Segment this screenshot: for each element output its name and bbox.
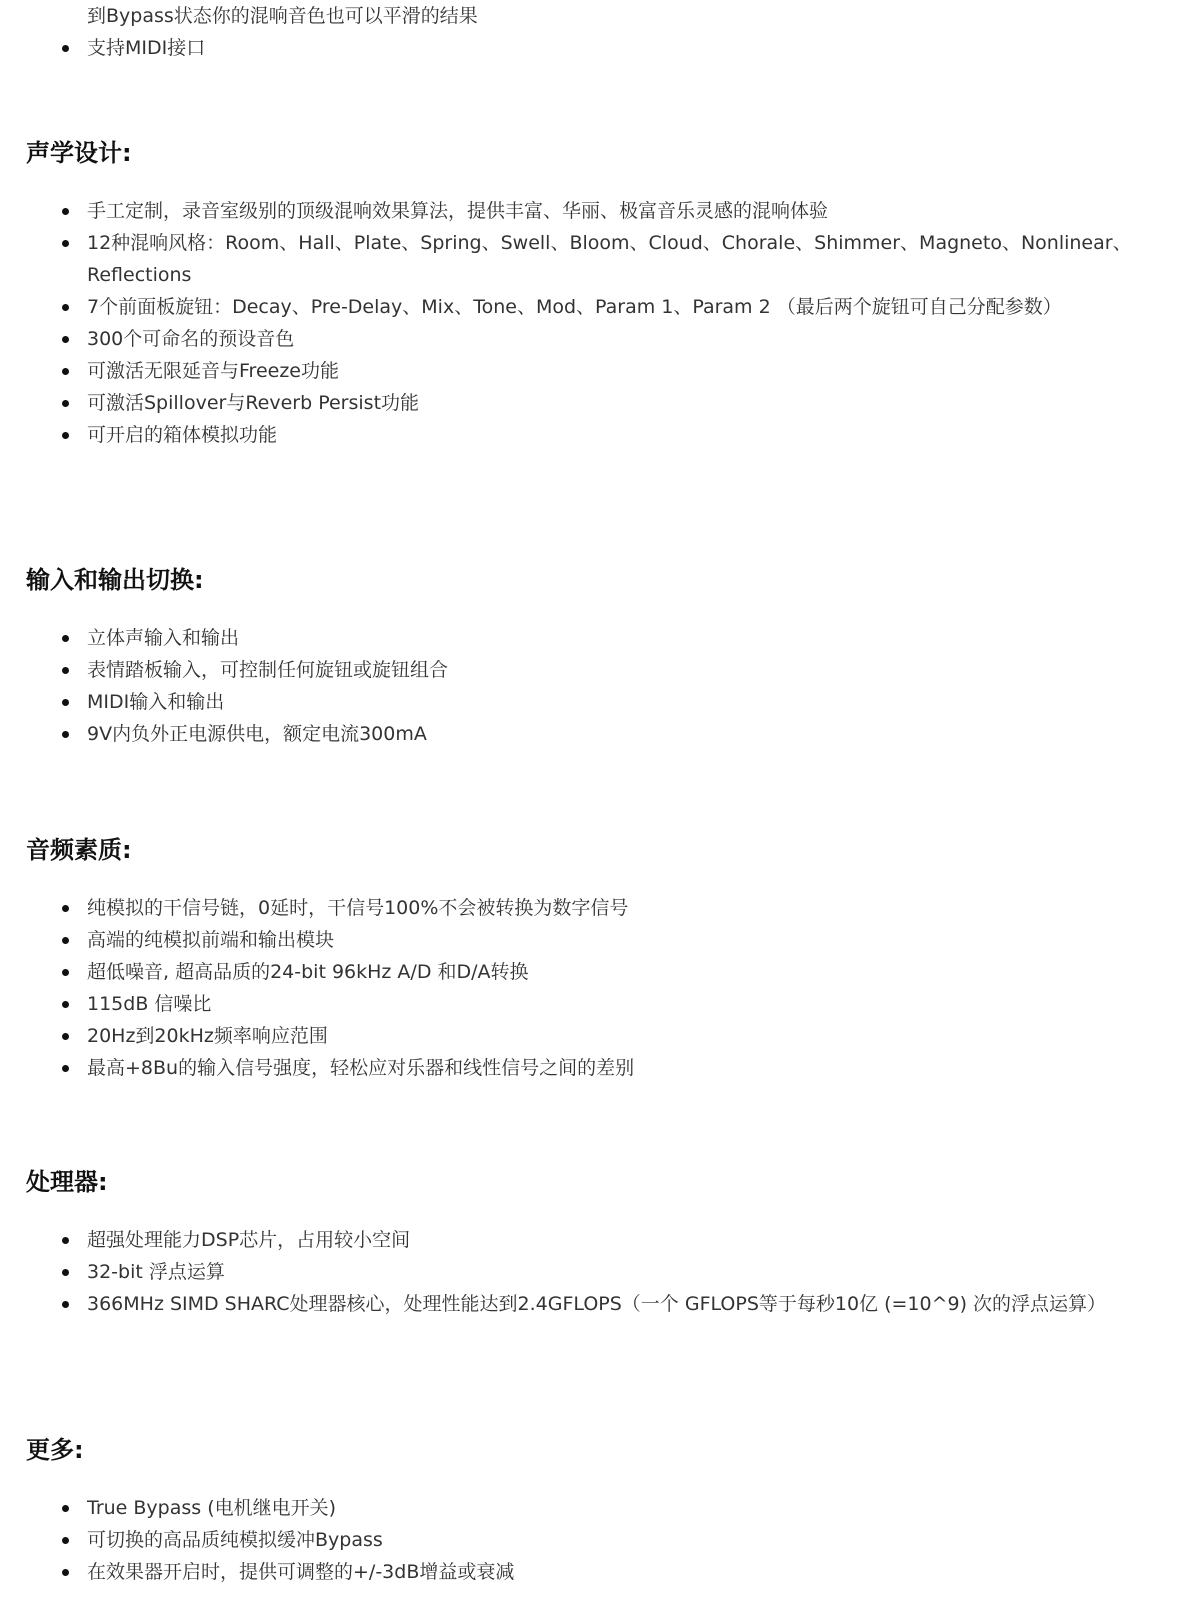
list-item: 表情踏板输入，可控制任何旋钮或旋钮组合 xyxy=(0,654,1132,686)
list-item: 300个可命名的预设音色 xyxy=(0,323,1132,355)
list-item: 立体声输入和输出 xyxy=(0,622,1132,654)
list-item: 7个前面板旋钮：Decay、Pre-Delay、Mix、Tone、Mod、Param 1、Param 2 （最后两个旋钮可自己分配参数） xyxy=(0,291,1132,323)
list-item: 可切换的高品质纯模拟缓冲Bypass xyxy=(0,1524,1132,1556)
list-item: 9V内负外正电源供电，额定电流300mA xyxy=(0,718,1132,750)
list-item: 支持MIDI接口 xyxy=(0,32,1132,64)
list-item: 可激活无限延音与Freeze功能 xyxy=(0,355,1132,387)
section-heading: 输入和输出切换: xyxy=(26,566,204,594)
list-item: True Bypass (电机继电开关) xyxy=(0,1492,1132,1524)
list-item: 12种混响风格：Room、Hall、Plate、Spring、Swell、Bloom、Cloud、Chorale、Shimmer、Magneto、Nonlinear、Reflections xyxy=(0,227,1132,291)
list-item: 115dB 信噪比 xyxy=(0,988,1132,1020)
list-item: 32-bit 浮点运算 xyxy=(0,1256,1132,1288)
list-item: 超低噪音, 超高品质的24-bit 96kHz A/D 和D/A转换 xyxy=(0,956,1132,988)
feature-list xyxy=(0,622,1200,750)
list-item: 最高+8Bu的输入信号强度，轻松应对乐器和线性信号之间的差别 xyxy=(0,1052,1132,1084)
feature-list xyxy=(0,1492,1200,1588)
feature-list xyxy=(0,1224,1200,1320)
list-item: 高端的纯模拟前端和输出模块 xyxy=(0,924,1132,956)
feature-list xyxy=(0,195,1200,451)
list-item: 手工定制，录音室级别的顶级混响效果算法，提供丰富、华丽、极富音乐灵感的混响体验 xyxy=(0,195,1132,227)
list-item: 纯模拟的干信号链，0延时，干信号100%不会被转换为数字信号 xyxy=(0,892,1132,924)
section-heading: 更多: xyxy=(26,1436,84,1464)
section-heading: 处理器: xyxy=(26,1168,108,1196)
list-item: MIDI输入和输出 xyxy=(0,686,1132,718)
list-item: 超强处理能力DSP芯片，占用较小空间 xyxy=(0,1224,1132,1256)
list-item: 20Hz到20kHz频率响应范围 xyxy=(0,1020,1132,1052)
list-item: 可激活Spillover与Reverb Persist功能 xyxy=(0,387,1132,419)
section-heading: 音频素质: xyxy=(26,836,132,864)
feature-list xyxy=(0,892,1200,1084)
list-item-continuation: 到Bypass状态你的混响音色也可以平滑的结果 xyxy=(87,5,478,27)
list-item: 在效果器开启时，提供可调整的+/-3dB增益或衰减 xyxy=(0,1556,1132,1588)
list-item: 366MHz SIMD SHARC处理器核心，处理性能达到2.4GFLOPS（一个 GFLOPS等于每秒10亿 (=10^9) 次的浮点运算） xyxy=(0,1288,1132,1320)
section-heading: 声学设计: xyxy=(26,139,132,167)
list-item: 可开启的箱体模拟功能 xyxy=(0,419,1132,451)
